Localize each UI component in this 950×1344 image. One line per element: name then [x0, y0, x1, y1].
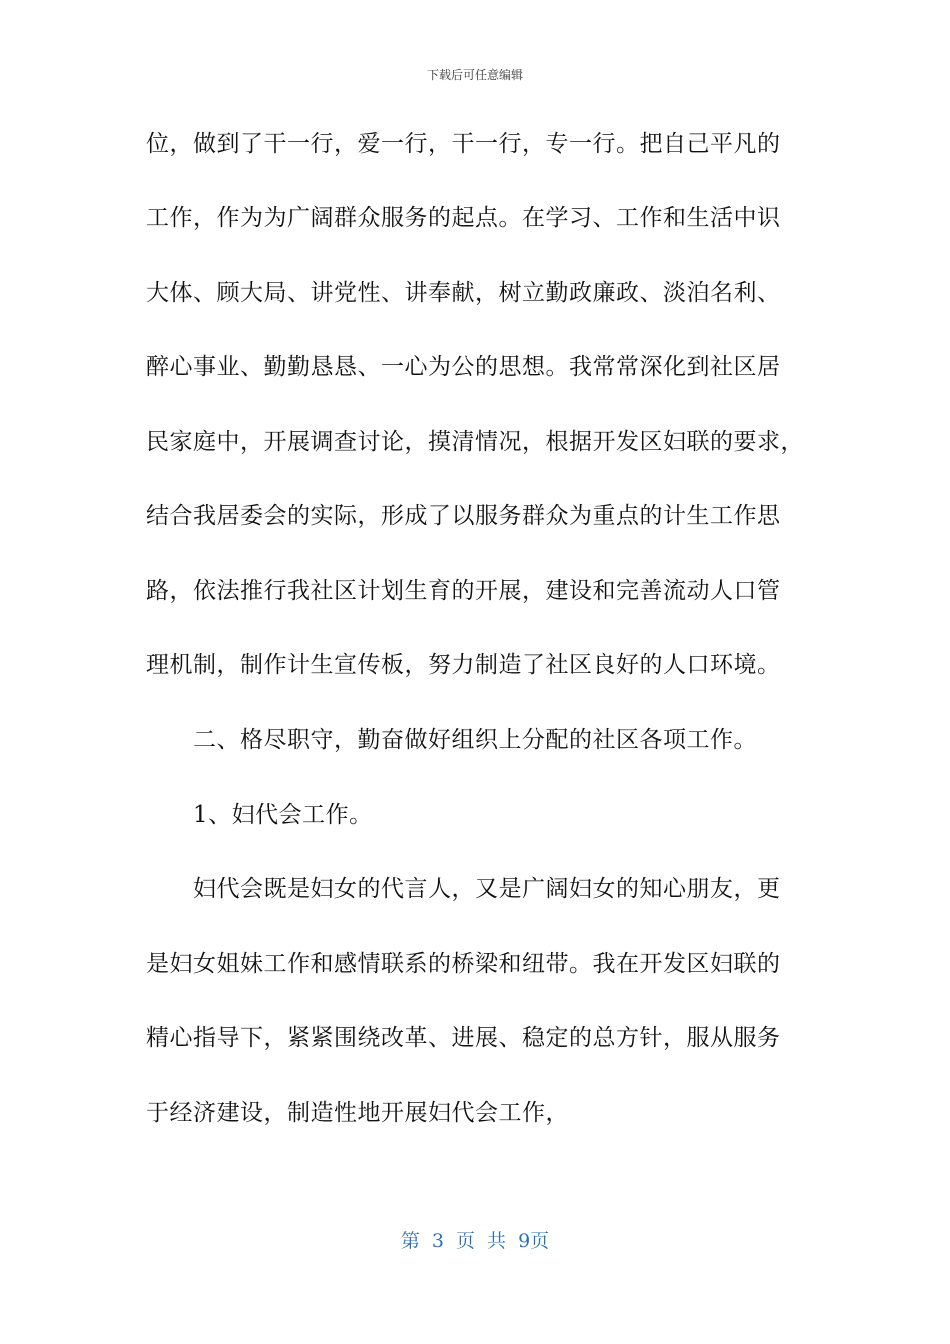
page-header: 下载后可任意编辑 — [426, 68, 523, 82]
body-line-4: 醉心事业、勤勤恳恳、一心为公的思想。我常常深化到社区居 — [146, 354, 781, 380]
body-line-5: 民家庭中，开展调查讨论，摸清情况，根据开发区妇联的要求， — [146, 429, 804, 455]
body-line-14: 于经济建设，制造性地开展妇代会工作， — [146, 1100, 569, 1126]
body-line-2: 工作，作为为广阔群众服务的起点。在学习、工作和生活中识 — [146, 205, 781, 231]
section-heading: 二、格尽职守，勤奋做好组织上分配的社区各项工作。 — [193, 727, 757, 753]
body-line-13: 精心指导下，紧紧围绕改革、进展、稳定的总方针，服从服务 — [146, 1025, 781, 1051]
page-number: 第 3 页 共 9页 — [400, 1230, 550, 1252]
body-line-8: 理机制，制作计生宣传板，努力制造了社区良好的人口环境。 — [146, 652, 781, 678]
body-line-6: 结合我居委会的实际，形成了以服务群众为重点的计生工作思 — [146, 503, 781, 529]
body-line-1: 位，做到了干一行，爱一行，干一行，专一行。把自己平凡的 — [146, 131, 781, 157]
subsection-heading: 1、妇代会工作。 — [193, 802, 373, 828]
body-line-11: 妇代会既是妇女的代言人，又是广阔妇女的知心朋友，更 — [193, 876, 781, 902]
body-line-7: 路，依法推行我社区计划生育的开展，建设和完善流动人口管 — [146, 578, 781, 604]
body-line-12: 是妇女姐妹工作和感情联系的桥梁和纽带。我在开发区妇联的 — [146, 951, 781, 977]
body-line-3: 大体、顾大局、讲党性、讲奉献，树立勤政廉政、淡泊名利、 — [146, 280, 781, 306]
